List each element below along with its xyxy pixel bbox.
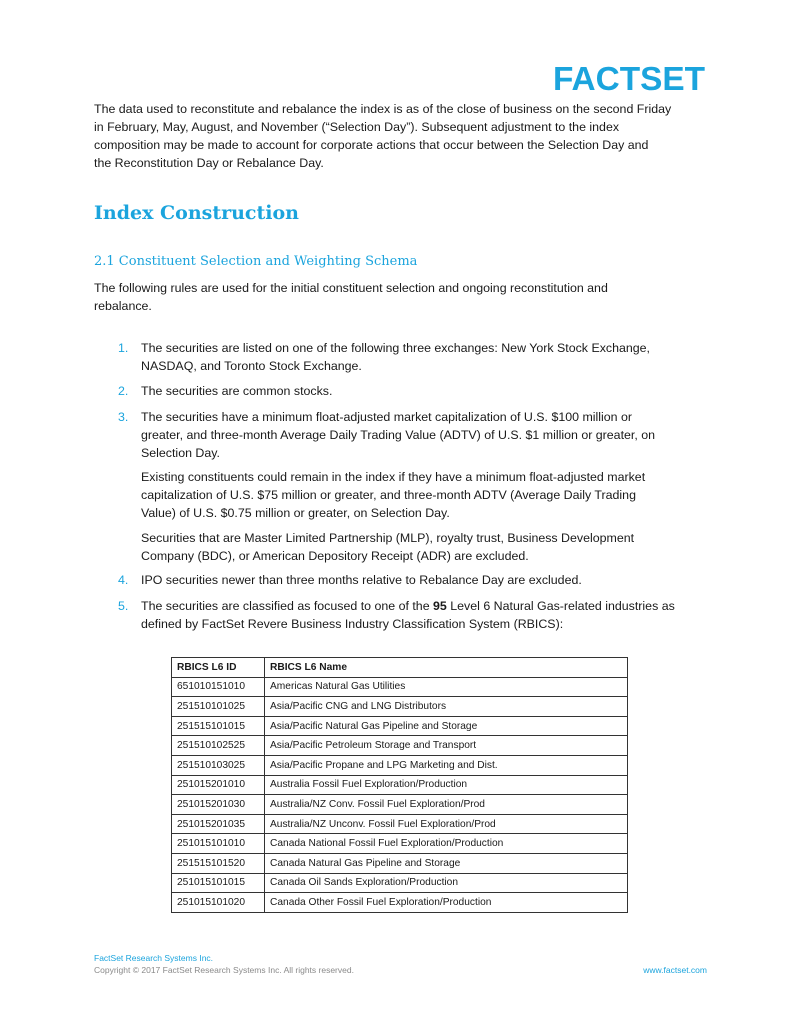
rule-line: Selection Day. bbox=[141, 446, 220, 460]
rbics-name-cell: Australia/NZ Conv. Fossil Fuel Exploration/Prod bbox=[265, 795, 628, 815]
rule-line: Company (BDC), or American Depository Receipt (ADR) are excluded. bbox=[141, 549, 529, 563]
table-row bbox=[172, 736, 628, 756]
rbics-id-cell: 251015201010 bbox=[172, 775, 265, 795]
rule-line: IPO securities newer than three months relative to Rebalance Day are excluded. bbox=[141, 573, 582, 587]
rule-line: greater, and three-month Average Daily Trading Value (ADTV) of U.S. $1 million or greater, on bbox=[141, 428, 656, 442]
table-header-row bbox=[172, 658, 628, 678]
rbics-id-cell: 251015101020 bbox=[172, 893, 265, 913]
subsection-heading: 2.1 Constituent Selection and Weighting Schema bbox=[94, 254, 418, 269]
table-row bbox=[172, 697, 628, 717]
industry-count: 95 bbox=[433, 599, 447, 613]
rbics-id-cell: 251015201030 bbox=[172, 795, 265, 815]
intro-line: in February, May, August, and November (“Selection Day”). Subsequent adjustment to the index bbox=[94, 120, 620, 134]
rbics-name-cell: Asia/Pacific Petroleum Storage and Transport bbox=[265, 736, 628, 756]
rule-number: 5. bbox=[118, 599, 129, 613]
rule-line: capitalization of U.S. $75 million or greater, and three-month ADTV (Average Daily Trading bbox=[141, 488, 636, 502]
table-row bbox=[172, 795, 628, 815]
rbics-name-cell: Canada Oil Sands Exploration/Production bbox=[265, 873, 628, 893]
rbics-id-cell: 251515101520 bbox=[172, 853, 265, 873]
rbics-name-cell: Canada Natural Gas Pipeline and Storage bbox=[265, 853, 628, 873]
rbics-name-cell: Americas Natural Gas Utilities bbox=[265, 677, 628, 697]
rule-line bbox=[141, 597, 716, 615]
svg-text:FACTSET: FACTSET bbox=[553, 60, 705, 94]
table-row bbox=[172, 834, 628, 854]
section-heading: Index Construction bbox=[94, 202, 299, 224]
table-row bbox=[172, 775, 628, 795]
intro-paragraph bbox=[94, 100, 714, 172]
table-row bbox=[172, 716, 628, 736]
rule-line: The securities are common stocks. bbox=[141, 384, 333, 398]
footer-company: FactSet Research Systems Inc. bbox=[94, 953, 214, 963]
rule-3-exclusions bbox=[141, 529, 711, 565]
table-row bbox=[172, 677, 628, 697]
rbics-table bbox=[171, 657, 628, 913]
rbics-name-cell: Australia Fossil Fuel Exploration/Production bbox=[265, 775, 628, 795]
rule-line: The securities are listed on one of the following three exchanges: New York Stock Exchange, bbox=[141, 341, 651, 355]
rule-line: Value) of U.S. $0.75 million or greater, on Selection Day. bbox=[141, 506, 450, 520]
column-header-name: RBICS L6 Name bbox=[265, 658, 628, 678]
rule-text bbox=[141, 571, 716, 589]
table-row bbox=[172, 873, 628, 893]
rbics-id-cell: 251510101025 bbox=[172, 697, 265, 717]
footer-copyright: Copyright © 2017 FactSet Research Systems Inc. All rights reserved. bbox=[94, 965, 354, 975]
table-row bbox=[172, 893, 628, 913]
rbics-id-cell: 651010151010 bbox=[172, 677, 265, 697]
rule-text-segment: The securities are classified as focused to one of the bbox=[141, 599, 434, 613]
footer-website-link[interactable]: www.factset.com bbox=[643, 965, 707, 975]
table-row bbox=[172, 853, 628, 873]
rule-text bbox=[141, 597, 716, 633]
rule-line: defined by FactSet Revere Business Industry Classification System (RBICS): bbox=[141, 617, 564, 631]
rbics-id-cell: 251510103025 bbox=[172, 755, 265, 775]
rule-text bbox=[141, 339, 716, 375]
rules-intro-line: The following rules are used for the initial constituent selection and ongoing reconstitution and bbox=[94, 281, 608, 295]
intro-line: the Reconstitution Day or Rebalance Day. bbox=[94, 156, 324, 170]
rbics-id-cell: 251515101015 bbox=[172, 716, 265, 736]
rule-text bbox=[141, 382, 716, 400]
table-row bbox=[172, 814, 628, 834]
intro-line: The data used to reconstitute and rebalance the index is as of the close of business on the second Friday bbox=[94, 102, 672, 116]
table-row bbox=[172, 755, 628, 775]
rbics-name-cell: Asia/Pacific Propane and LPG Marketing and Dist. bbox=[265, 755, 628, 775]
rule-text bbox=[141, 408, 716, 462]
rule-number: 2. bbox=[118, 384, 129, 398]
rule-line: Existing constituents could remain in the index if they have a minimum float-adjusted market bbox=[141, 470, 646, 484]
rules-intro-line: rebalance. bbox=[94, 299, 152, 313]
rule-line: NASDAQ, and Toronto Stock Exchange. bbox=[141, 359, 362, 373]
rule-line: The securities have a minimum float-adjusted market capitalization of U.S. $100 million or bbox=[141, 410, 633, 424]
rule-text-segment: Level 6 Natural Gas-related industries as bbox=[446, 599, 675, 613]
rules-intro bbox=[94, 279, 714, 315]
rule-number: 4. bbox=[118, 573, 129, 587]
rbics-id-cell: 251015101010 bbox=[172, 834, 265, 854]
rule-line: Securities that are Master Limited Partnership (MLP), royalty trust, Business Development bbox=[141, 531, 635, 545]
rbics-name-cell: Canada National Fossil Fuel Exploration/Production bbox=[265, 834, 628, 854]
table-body bbox=[172, 677, 628, 912]
intro-line: composition may be made to account for corporate actions that occur between the Selection Day and bbox=[94, 138, 649, 152]
rbics-name-cell: Asia/Pacific CNG and LNG Distributors bbox=[265, 697, 628, 717]
rbics-name-cell: Asia/Pacific Natural Gas Pipeline and Storage bbox=[265, 716, 628, 736]
rbics-name-cell: Australia/NZ Unconv. Fossil Fuel Exploration/Prod bbox=[265, 814, 628, 834]
rule-3-existing-constituents bbox=[141, 468, 711, 522]
rule-number: 1. bbox=[118, 341, 129, 355]
rbics-id-cell: 251015201035 bbox=[172, 814, 265, 834]
factset-logo bbox=[553, 60, 707, 94]
rbics-name-cell: Canada Other Fossil Fuel Exploration/Production bbox=[265, 893, 628, 913]
rule-number: 3. bbox=[118, 410, 129, 424]
rbics-id-cell: 251510102525 bbox=[172, 736, 265, 756]
column-header-id: RBICS L6 ID bbox=[172, 658, 265, 678]
rbics-id-cell: 251015101015 bbox=[172, 873, 265, 893]
